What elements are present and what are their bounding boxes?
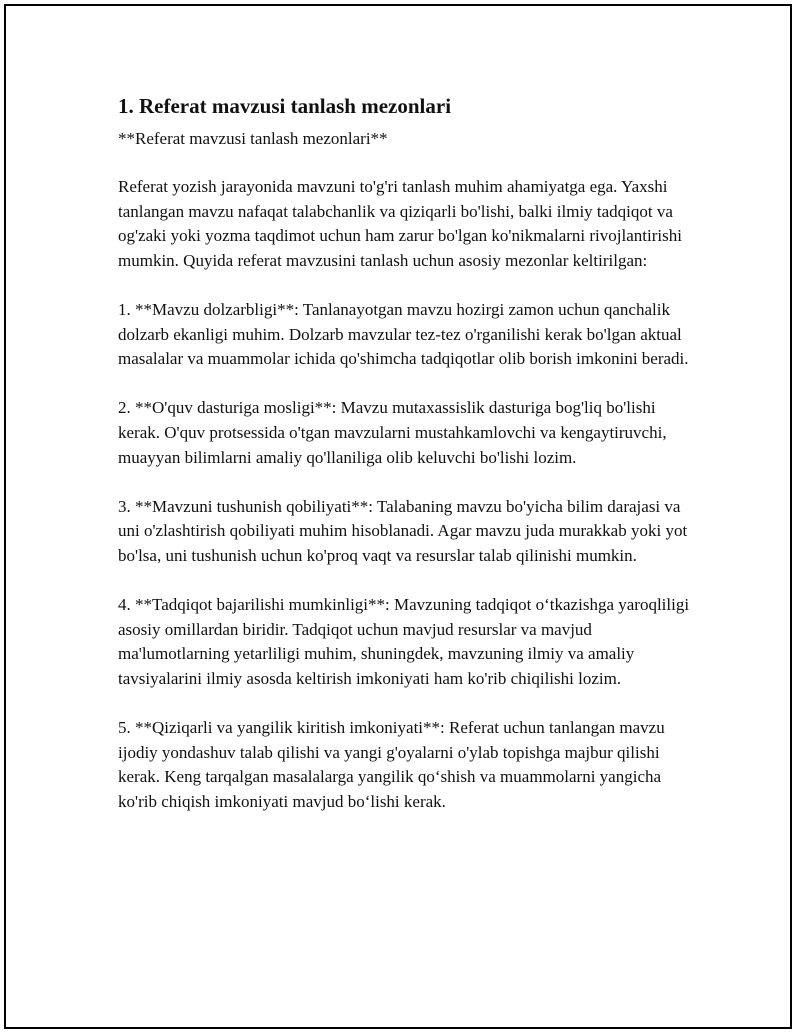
criterion-paragraph-5: 5. **Qiziqarli va yangilik kiritish imkoniyati**: Referat uchun tanlangan mavzu ijodiy yondashuv talab qilishi va yangi g'oyalarni o'ylab topishga majbur qilishi kerak. Keng tarqalgan masalalarga yangilik qo‘shish va muammolarni yangicha ko'rib chiqish imkoniyati mavjud bo‘lishi kerak. (118, 718, 665, 811)
criterion-paragraph-4: 4. **Tadqiqot bajarilishi mumkinligi**: Mavzuning tadqiqot o‘tkazishga yaroqliligi asosiy omillardan biridir. Tadqiqot uchun mavjud resurslar va mavjud ma'lumotlarning yetarliligi muhim, shuningdek, mavzuning ilmiy va amaliy tavsiyalarini ilmiy asosda keltirish imkoniyati ham ko'rib chiqilishi lozim. (118, 595, 690, 688)
criterion-paragraph-3: 3. **Mavzuni tushunish qobiliyati**: Talabaning mavzu bo'yicha bilim darajasi va uni o'zlashtirish qobiliyati muhim hisoblanadi. Agar mavzu juda murakkab yoki yot bo'lsa, uni tushunish uchun ko'proq vaqt va resurslar talab qilinishi mumkin. (118, 496, 688, 565)
document-body (118, 92, 698, 839)
criterion-paragraph-2: 2. **O'quv dasturiga mosligi**: Mavzu mutaxassislik dasturiga bog'liq bo'lishi kerak. O'quv protsessida o'tgan mavzularni mustahkamlovchi va kengaytiruvchi, muayyan bilimlarni amaliy qo'llaniliga olib keluvchi bo'lishi lozim. (118, 398, 667, 467)
document-subtitle: **Referat mavzusi tanlash mezonlari** (118, 129, 388, 148)
intro-paragraph: Referat yozish jarayonida mavzuni to'g'ri tanlash muhim ahamiyatga ega. Yaxshi tanlangan mavzu nafaqat talabchanlik va qiziqarli bo'lishi, balki ilmiy tadqiqot va og'zaki yoki yozma taqdimot uchun ham zarur bo'lgan ko'nikmalarni rivojlantirishi mumkin. Quyida referat mavzusini tanlash uchun asosiy mezonlar keltirilgan: (118, 177, 682, 270)
criterion-paragraph-1: 1. **Mavzu dolzarbligi**: Tanlanayotgan mavzu hozirgi zamon uchun qanchalik dolzarb ekanligi muhim. Dolzarb mavzular tez-tez o'rganilishi kerak bo'lgan aktual masalalar va muammolar ichida qo'shimcha tadqiqotlar olib borish imkonini beradi. (118, 299, 689, 369)
document-title: 1. Referat mavzusi tanlash mezonlari (118, 94, 452, 118)
